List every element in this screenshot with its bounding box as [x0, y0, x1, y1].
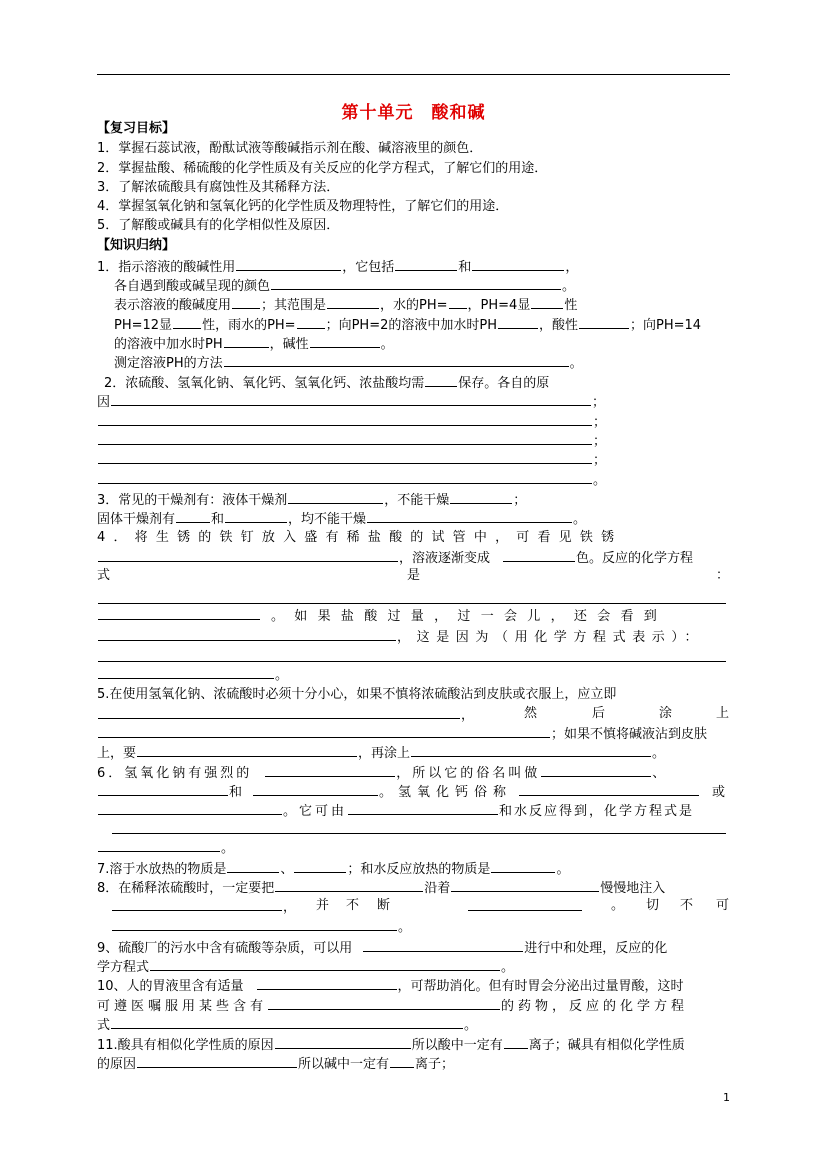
review-item: 5．了解酸或碱具有的化学相似性及原因．	[97, 218, 340, 233]
q10-line2: 可遵医嘱服用某些含有 的药物，反应的化学方程	[97, 996, 688, 1016]
blank-field[interactable]	[137, 743, 357, 757]
q2-line1: 2．浓硫酸、氢氧化钠、氧化钙、氢氧化钙、浓盐酸均需 保存。各自的原	[104, 373, 549, 393]
blank-field[interactable]	[111, 392, 591, 406]
q6-line5: 。	[97, 838, 234, 858]
blank-field[interactable]	[531, 295, 563, 309]
blank-field[interactable]	[224, 334, 269, 348]
blank-field[interactable]	[451, 878, 599, 892]
q2-line2: 因 ；	[97, 392, 605, 412]
blank-field[interactable]	[98, 705, 460, 719]
blank-field[interactable]	[98, 801, 282, 815]
blank-field[interactable]	[98, 782, 228, 796]
review-item: 1．掌握石蕊试液，酚酞试液等酸碱指示剂在酸、碱溶液里的颜色．	[97, 141, 483, 156]
q4-line8: 。	[97, 665, 288, 685]
q9-line1: 9、硫酸厂的污水中含有硫酸等杂质，可以用 进行中和处理，反应的化	[97, 938, 667, 958]
q6-line1: 6．氢氧化钠有强烈的 ，所以它的俗名叫做 、	[97, 763, 665, 783]
q6-line2: 和 。氢氧化钙俗称 或	[97, 782, 725, 802]
blank-field[interactable]	[265, 763, 395, 777]
blank-field[interactable]	[472, 257, 564, 271]
blank-field[interactable]	[112, 917, 397, 931]
blank-field[interactable]	[98, 724, 550, 738]
blank-field[interactable]	[504, 1035, 528, 1049]
blank-field[interactable]	[268, 996, 500, 1010]
blank-field[interactable]	[227, 859, 279, 873]
blank-field[interactable]	[498, 315, 538, 329]
blank-field[interactable]	[411, 743, 651, 757]
page-title: 第十单元 酸和碱	[341, 103, 486, 123]
q4-line1: 4．将生锈的铁钉放入盛有稀盐酸的试管中，可看见铁锈	[97, 530, 623, 545]
blank-field[interactable]	[176, 509, 210, 523]
q8-line2: ， 并 不 断 。 切 不 可	[97, 897, 729, 917]
blank-field[interactable]	[363, 938, 523, 952]
blank-field[interactable]	[98, 606, 260, 620]
q4-line5: 。如果盐酸过量，过一会儿，还会看到	[97, 606, 667, 626]
blank-field[interactable]	[98, 665, 274, 679]
q6-line4	[97, 820, 727, 840]
q1-line6: 测定溶液PH的方法 。	[114, 353, 583, 373]
blank-field[interactable]	[271, 276, 561, 290]
q8-line3: 。	[97, 917, 411, 937]
q10-line1: 10、人的胃液里含有适量 ，可帮助消化。但有时胃会分泌出过量胃酸，这时	[97, 976, 684, 996]
q2-line4: ；	[97, 431, 606, 451]
blank-field[interactable]	[390, 1054, 414, 1068]
blank-field[interactable]	[150, 957, 500, 971]
q8-line1: 8．在稀释浓硫酸时，一定要把 沿着 慢慢地注入	[97, 878, 665, 898]
blank-field[interactable]	[327, 295, 379, 309]
q1-line2: 各自遇到酸或碱呈现的颜色 。	[114, 276, 575, 296]
knowledge-heading: 【知识归纳】	[97, 238, 176, 253]
review-heading: 【复习目标】	[97, 121, 176, 136]
blank-field[interactable]	[519, 782, 699, 796]
blank-field[interactable]	[232, 295, 260, 309]
blank-field[interactable]	[112, 820, 726, 834]
blank-field[interactable]	[98, 838, 220, 852]
q6-line3: 。它可由 和水反应得到，化学方程式是	[97, 801, 694, 821]
q5-line4: 上，要 ，再涂上 。	[97, 743, 665, 763]
review-item: 4．掌握氢氧化钠和氢氧化钙的化学性质及物理特性，了解它们的用途．	[97, 199, 509, 214]
blank-field[interactable]	[541, 763, 651, 777]
blank-field[interactable]	[294, 859, 346, 873]
blank-field[interactable]	[236, 257, 341, 271]
blank-field[interactable]	[257, 976, 397, 990]
blank-field[interactable]	[225, 509, 287, 523]
q9-line2: 学方程式 。	[97, 957, 514, 977]
blank-field[interactable]	[449, 295, 467, 309]
q2-line3: ；	[97, 412, 606, 432]
blank-field[interactable]	[503, 548, 575, 562]
blank-field[interactable]	[112, 897, 282, 911]
q11-line1: 11.酸具有相似化学性质的原因 所以酸中一定有 离子；碱具有相似化学性质	[97, 1035, 685, 1055]
blank-field[interactable]	[98, 627, 396, 641]
q2-line5: ；	[97, 450, 606, 470]
review-item: 2．掌握盐酸、稀硫酸的化学性质及有关反应的化学方程式，了解它们的用途．	[97, 161, 548, 176]
blank-field[interactable]	[288, 490, 383, 504]
blank-field[interactable]	[395, 257, 457, 271]
blank-field[interactable]	[98, 590, 726, 604]
blank-field[interactable]	[425, 373, 457, 387]
q10-line3: 式 。	[97, 1015, 477, 1035]
blank-field[interactable]	[173, 315, 201, 329]
q5-line3: ；如果不慎将碱液沾到皮肤	[97, 724, 707, 744]
blank-field[interactable]	[275, 878, 423, 892]
blank-field[interactable]	[253, 782, 378, 796]
page-number: 1	[723, 1091, 730, 1104]
blank-field[interactable]	[297, 315, 325, 329]
blank-field[interactable]	[579, 315, 629, 329]
q2-line6: 。	[97, 470, 606, 490]
blank-field[interactable]	[98, 450, 592, 464]
blank-field[interactable]	[98, 648, 726, 662]
blank-field[interactable]	[491, 859, 555, 873]
blank-field[interactable]	[224, 353, 569, 367]
q1-line4: PH=12显 性，雨水的PH= ；向PH=2的溶液中加水时PH ，酸性 ；向PH=14	[114, 315, 701, 335]
q4-line2: ，溶液逐渐变成 色。反应的化学方程	[97, 548, 693, 568]
blank-field[interactable]	[275, 1035, 411, 1049]
q7-line1: 7.溶于水放热的物质是 、 ；和水反应放热的物质是 。	[97, 859, 569, 879]
q1-line1: 1．指示溶液的酸碱性用 ，它包括 和 ，	[97, 257, 578, 277]
header-rule	[97, 74, 730, 75]
blank-field[interactable]	[137, 1054, 297, 1068]
blank-field[interactable]	[111, 1015, 463, 1029]
q3-line2: 固体干燥剂有 和 ，均不能干燥 。	[97, 509, 586, 529]
blank-field[interactable]	[450, 490, 512, 504]
q5-line2: ， 然 后 涂 上	[97, 705, 729, 725]
q4-line3: 式 是 ：	[97, 568, 729, 583]
q11-line2: 的原因 所以碱中一定有 离子；	[97, 1054, 454, 1074]
q5-line1: 5.在使用氢氧化钠、浓硫酸时必须十分小心，如果不慎将浓硫酸沾到皮肤或衣服上，应立即	[97, 687, 617, 702]
q1-line3: 表示溶液的酸碱度用 ；其范围是 ，水的PH= ，PH=4显 性	[114, 295, 577, 315]
blank-field[interactable]	[367, 509, 572, 523]
review-item: 3．了解浓硫酸具有腐蚀性及其稀释方法．	[97, 180, 340, 195]
blank-field[interactable]	[98, 470, 592, 484]
blank-field[interactable]	[348, 801, 498, 815]
q4-line6: ，这是因为（用化学方程式表示）：	[97, 627, 704, 647]
blank-field[interactable]	[310, 334, 380, 348]
blank-field[interactable]	[98, 548, 398, 562]
blank-field[interactable]	[98, 431, 592, 445]
q1-line5: 的溶液中加水时PH ，碱性 。	[114, 334, 394, 354]
q3-line1: 3．常见的干燥剂有：液体干燥剂 ，不能干燥 ；	[97, 490, 526, 510]
blank-field[interactable]	[468, 897, 582, 911]
blank-field[interactable]	[98, 412, 592, 426]
